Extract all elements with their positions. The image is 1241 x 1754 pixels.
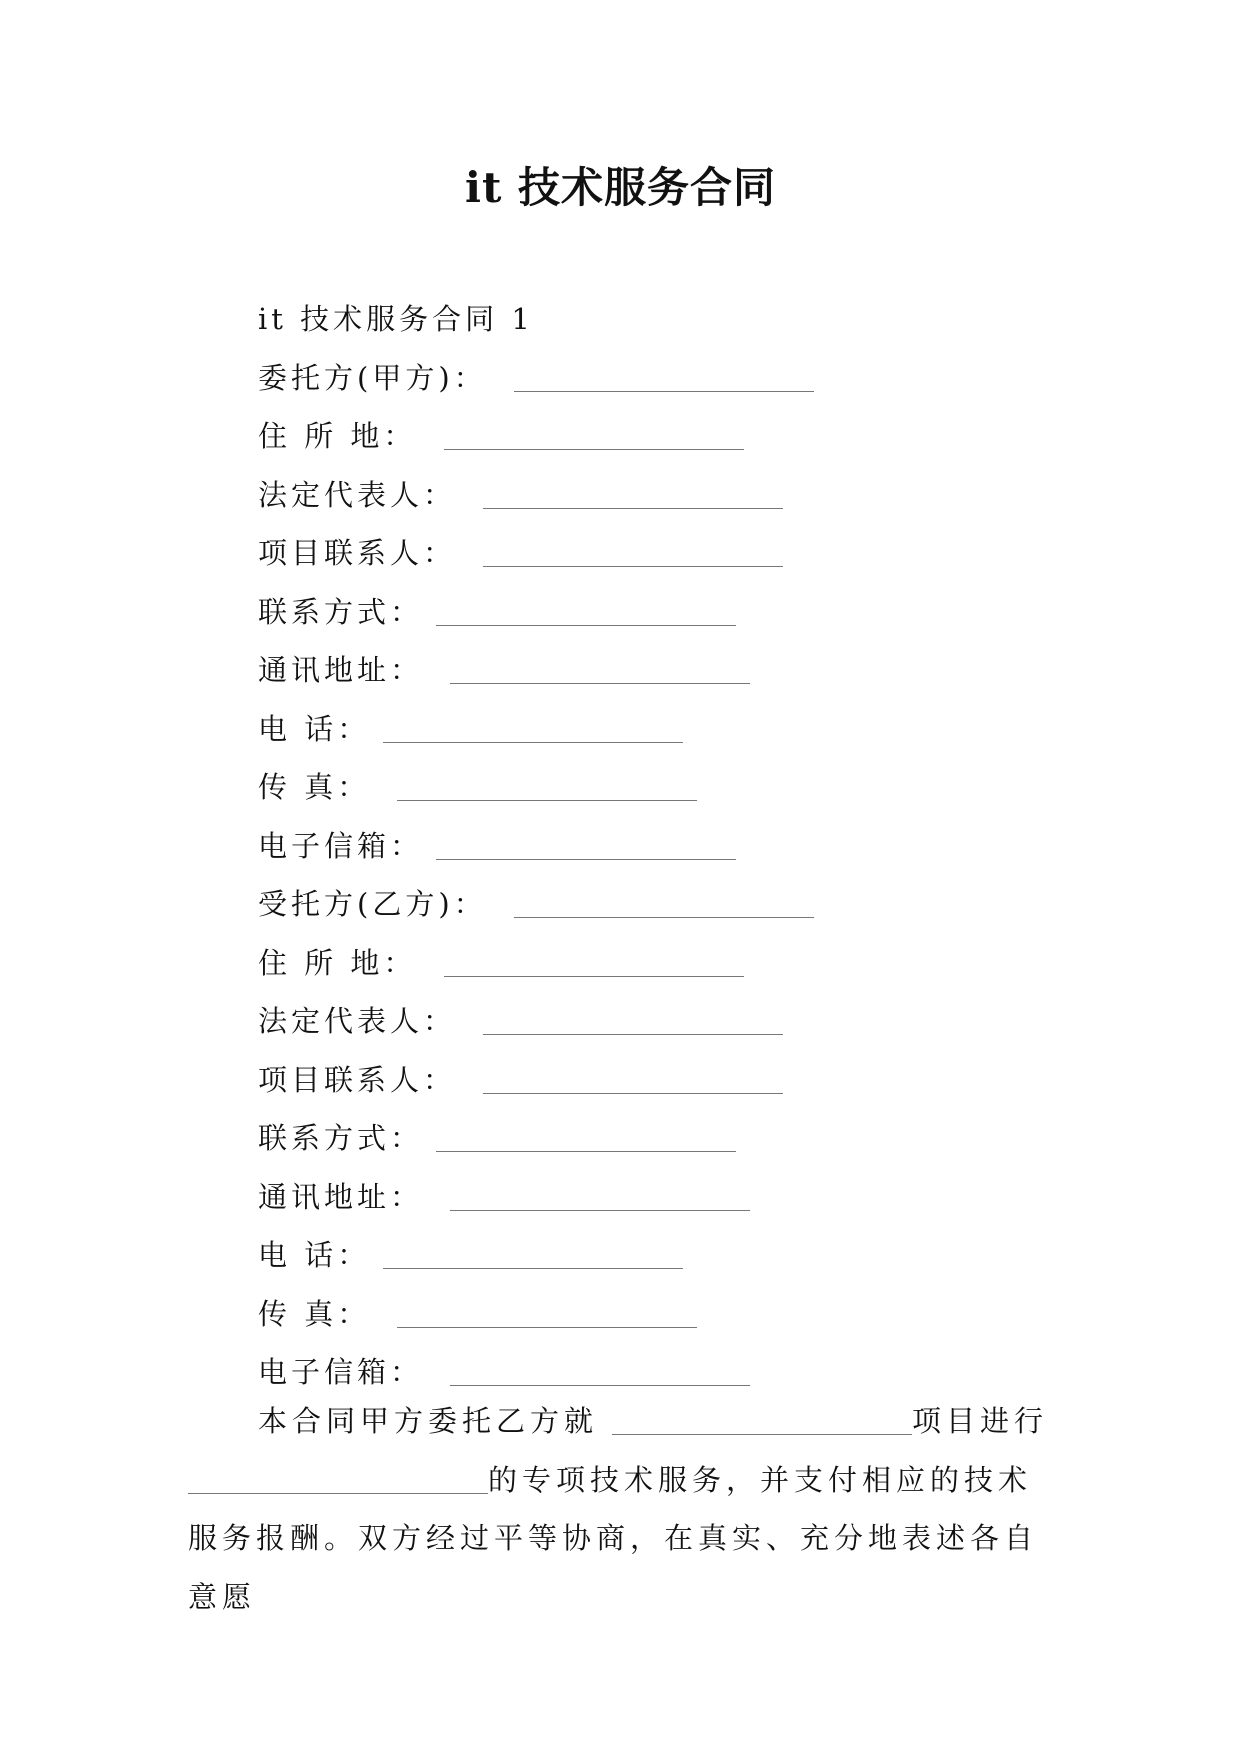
party-a-email-row <box>258 817 814 876</box>
party-b-project-contact-row <box>258 1051 814 1110</box>
party-a-fax-label: 传 真： <box>258 770 371 804</box>
project-name-blank[interactable] <box>612 1434 912 1435</box>
party-a-email-label: 电子信箱： <box>258 828 424 863</box>
party-b-heading-label: 受托方(乙方)： <box>258 887 487 921</box>
party-a-legal-rep-label: 法定代表人： <box>258 477 457 512</box>
party-b-legal-rep-row <box>258 992 814 1051</box>
party-a-contact-method-row <box>258 583 814 642</box>
party-b-email-blank[interactable] <box>450 1385 750 1386</box>
party-b-address-label: 通讯地址： <box>258 1179 424 1214</box>
party-a-fax-row <box>258 758 814 817</box>
contract-header-fields <box>258 290 814 1402</box>
party-b-fax-label: 传 真： <box>258 1296 371 1331</box>
party-a-fax-blank[interactable] <box>397 800 697 801</box>
party-b-phone-label: 电 话： <box>258 1238 371 1272</box>
party-a-contact-method-label: 联系方式： <box>258 594 424 629</box>
party-a-heading-label: 委托方(甲方)： <box>258 360 487 395</box>
party-b-residence-label: 住 所 地： <box>258 945 417 980</box>
party-b-residence-blank[interactable] <box>444 976 744 977</box>
contract-intro-paragraph <box>188 1392 1050 1626</box>
party-a-legal-rep-row <box>258 466 814 525</box>
paragraph-part3: 的专项技术服务，并支付相应的技术服务报酬。双方经过平等协商，在真实、充分地表述各自意愿 <box>188 1462 1039 1614</box>
party-a-residence-label: 住 所 地： <box>258 419 417 453</box>
party-b-fax-blank[interactable] <box>397 1327 697 1328</box>
party-b-address-row <box>258 1168 814 1227</box>
party-a-phone-blank[interactable] <box>383 742 683 743</box>
party-b-legal-rep-label: 法定代表人： <box>258 1004 457 1038</box>
party-a-project-contact-blank[interactable] <box>483 566 783 567</box>
party-a-contact-method-blank[interactable] <box>436 625 736 626</box>
party-a-phone-label: 电 话： <box>258 711 371 746</box>
party-b-contact-method-row <box>258 1109 814 1168</box>
party-a-residence-row <box>258 407 814 466</box>
party-a-residence-blank[interactable] <box>444 449 744 450</box>
party-a-project-contact-label: 项目联系人： <box>258 536 457 570</box>
party-b-email-label: 电子信箱： <box>258 1355 424 1389</box>
party-b-legal-rep-blank[interactable] <box>483 1034 783 1035</box>
party-a-legal-rep-blank[interactable] <box>483 508 783 509</box>
party-a-address-blank[interactable] <box>450 683 750 684</box>
party-a-address-row <box>258 641 814 700</box>
party-b-phone-blank[interactable] <box>383 1268 683 1269</box>
subtitle: it 技术服务合同 1 <box>258 302 534 336</box>
party-a-project-contact-row <box>258 524 814 583</box>
party-a-phone-row <box>258 700 814 759</box>
party-a-email-blank[interactable] <box>436 859 736 860</box>
party-b-name-blank[interactable] <box>514 917 814 918</box>
party-b-project-contact-blank[interactable] <box>483 1093 783 1094</box>
party-b-contact-method-label: 联系方式： <box>258 1121 424 1155</box>
party-b-heading <box>258 875 814 934</box>
paragraph-part1: 本合同甲方委托乙方就 <box>258 1404 599 1438</box>
party-a-address-label: 通讯地址： <box>258 653 424 687</box>
party-b-fax-row <box>258 1285 814 1344</box>
party-b-address-blank[interactable] <box>450 1210 750 1211</box>
party-a-heading <box>258 349 814 408</box>
party-b-project-contact-label: 项目联系人： <box>258 1062 457 1097</box>
party-a-name-blank[interactable] <box>514 391 814 392</box>
party-b-contact-method-blank[interactable] <box>436 1151 736 1152</box>
page-title: it 技术服务合同 <box>465 163 776 212</box>
party-b-phone-row <box>258 1226 814 1285</box>
party-b-residence-row <box>258 934 814 993</box>
paragraph-part2: 项目进行 <box>912 1404 1049 1438</box>
service-type-blank[interactable] <box>188 1493 488 1494</box>
